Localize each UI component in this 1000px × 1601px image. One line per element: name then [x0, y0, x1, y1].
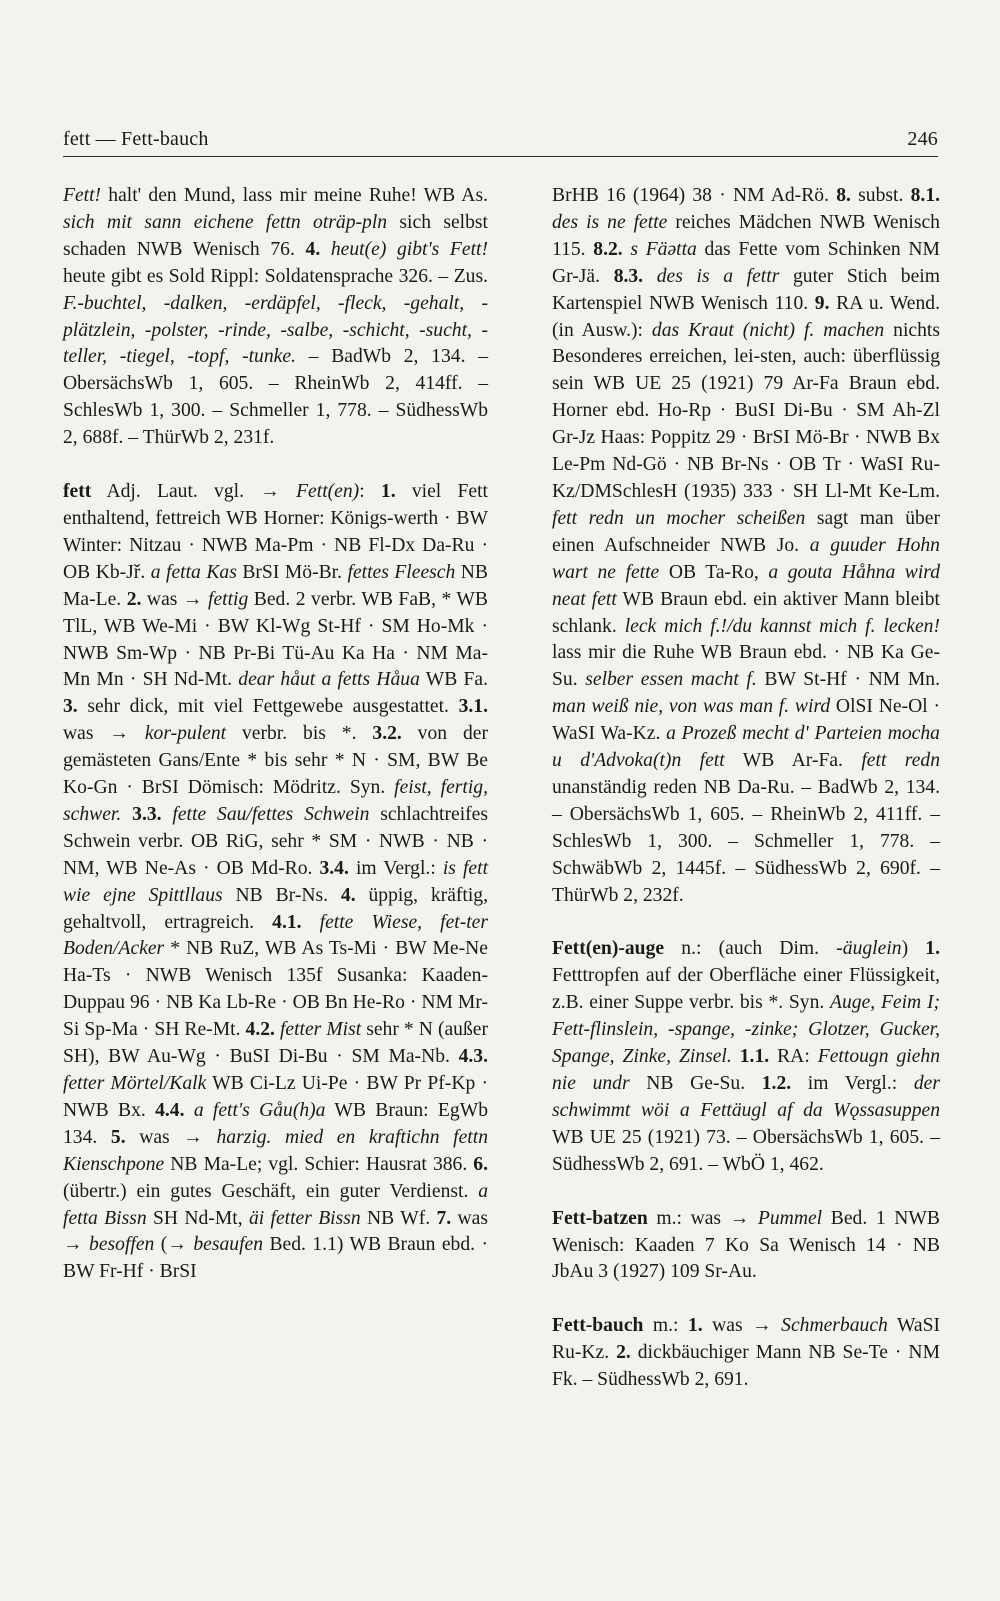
right-column-entry: Fett(en)-auge n.: (auch Dim. -äuglein) 1. Fetttropfen auf der Oberfläche einer Flüssigkeit, z.B. einer Suppe verbr. bis *. Syn. Auge, Feim I; Fett-flinslein, -spange, -zinke; Glotzer, Gucker, Spange, Zinke, Zinsel. 1.1. RA: Fettougn giehn nie undr NB Ge-Su. 1.2. im Vergl.: der schwimmt wöi a Fettäugl af da Wǫssasuppen WB UE 25 (1921) 73. – ObersächsWb 1, 605. – SüdhessWb 2, 691. – WbÖ 1, 462.: [552, 938, 941, 1175]
left-column: [63, 183, 488, 1286]
right-column: [552, 183, 940, 1394]
left-column-entry: Fett! halt' den Mund, lass mir meine Ruhe! WB As. sich mit sann eichene fettn oträp-pln sich selbst schaden NWB Wenisch 76. 4. heut(e) gibt's Fett! heute gibt es Sold Rippl: Soldatensprache 326. – Zus. F.-buchtel, -dalken, -erdäpfel, -fleck, -gehalt, -plätzlein, -polster, -rinde, -salbe, -schicht, -sucht, -teller, -tiegel, -topf, -tunke. – BadWb 2, 134. – ObersächsWb 1, 605. – RheinWb 2, 414ff. – SchlesWb 1, 300. – Schmeller 1, 778. – SüdhessWb 2, 688f. – ThürWb 2, 231f.: [63, 185, 489, 449]
right-column-entry: Fett-bauch m.: 1. was → Schmerbauch WaSI Ru-Kz. 2. dickbäuchiger Mann NB Se-Te · NM Fk. – SüdhessWb 2, 691.: [552, 1315, 940, 1391]
entry-gap: [63, 452, 488, 479]
running-head: [63, 124, 938, 157]
entry-gap: [552, 1179, 940, 1206]
right-column-entry: BrHB 16 (1964) 38 · NM Ad-Rö. 8. subst. 8.1. des is ne fette reiches Mädchen NWB Wenisch 115. 8.2. s Fäətta das Fette vom Schinken NM Gr-Jä. 8.3. des is a fettr guter Stich beim Kartenspiel NWB Wenisch 110. 9. RA u. Wend. (in Ausw.): das Kraut (nicht) f. machen nichts Besonderes erreichen, lei-sten, auch: überflüssig sein WB UE 25 (1921) 79 Ar-Fa Braun ebd. Horner ebd. Ho-Rp · BuSI Di-Bu · SM Ah-Zl Gr-Jz Haas: Poppitz 29 · BrSI Mö-Br · NWB Bx Le-Pm Nd-Gö · NB Br-Ns · OB Tr · WaSI Ru-Kz/DMSchlesH (1935) 333 · SH Ll-Mt Ke-Lm. fett redn un mocher scheißen sagt man über einen Aufschneider NWB Jo. a guuder Hohn wart ne fette OB Ta-Ro, a gouta Håhna wird neat fett WB Braun ebd. ein aktiver Mann bleibt schlank. leck mich f.!/du kannst mich f. lecken! lass mir die Ruhe WB Braun ebd. · NB Ka Ge-Su. selber essen macht f. BW St-Hf · NM Mn. man weiß nie, von was man f. wird OlSI Ne-Ol · WaSI Wa-Kz. a Prozeß mecht d' Parteien mocha u d'Advoka(t)n fett WB Ar-Fa. fett redn unanständig reden NB Da-Ru. – BadWb 2, 134. – ObersächsWb 1, 605. – RheinWb 2, 411ff. – SchlesWb 1, 300. – Schmeller 1, 778. – SchwäbWb 2, 1445f. – SüdhessWb 2, 690f. – ThürWb 2, 232f.: [552, 185, 941, 906]
entry-gap: [552, 909, 940, 936]
left-column-entry: fett Adj. Laut. vgl. → Fett(en): 1. viel Fett enthaltend, fettreich WB Horner: Königs-werth · BW Winter: Nitzau · NWB Ma-Pm · NB Fl-Dx Da-Ru · OB Kb-Jř. a fetta Kas BrSI Mö-Br. fettes Fleesch NB Ma-Le. 2. was → fettig Bed. 2 verbr. WB FaB, * WB TlL, WB We-Mi · BW Kl-Wg St-Hf · SM Ho-Mk · NWB Sm-Wp · NB Pr-Bi Tü-Au Ka Ha · NM Ma-Mn Mn · SH Nd-Mt. dear håut a fetts Håua WB Fa. 3. sehr dick, mit viel Fettgewebe ausgestattet. 3.1. was → kor-pulent verbr. bis *. 3.2. von der gemästeten Gans/Ente * bis sehr * N · SM, BW Be Ko-Gn · BrSI Dömisch: Mödritz. Syn. feist, fertig, schwer. 3.3. fette Sau/fettes Schwein schlachtreifes Schwein verbr. OB RiG, sehr * SM · NWB · NB · NM, WB Ne-As · OB Md-Ro. 3.4. im Vergl.: is fett wie ejne Spittllaus NB Br-Ns. 4. üppig, kräftig, gehaltvoll, ertragreich. 4.1. fette Wiese, fet-ter Boden/Acker * NB RuZ, WB As Ts-Mi · BW Me-Ne Ha-Ts · NWB Wenisch 135f Susanka: Kaaden-Duppau 96 · NB Ka Lb-Re · OB Bn He-Ro · NM Mr-Si Sp-Ma · SH Re-Mt. 4.2. fetter Mist sehr * N (außer SH), BW Au-Wg · BuSI Di-Bu · SM Ma-Nb. 4.3. fetter Mörtel/Kalk WB Ci-Lz Ui-Pe · BW Pr Pf-Kp · NWB Bx. 4.4. a fett's Gåu(h)a WB Braun: EgWb 134. 5. was → harzig. mied en kraftichn fettn Kienschpone NB Ma-Le; vgl. Schier: Hausrat 386. 6. (übertr.) ein gutes Geschäft, ein guter Verdienst. a fetta Bissn SH Nd-Mt, äi fetter Bissn NB Wf. 7. was → besoffen (→ besaufen Bed. 1.1) WB Braun ebd. · BW Fr-Hf · BrSI: [63, 481, 489, 1283]
right-column-entry: Fett-batzen m.: was → Pummel Bed. 1 NWB Wenisch: Kaaden 7 Ko Sa Wenisch 14 · NB JbAu 3 (1927) 109 Sr-Au.: [552, 1207, 940, 1283]
entry-gap: [552, 1286, 940, 1313]
page-number: 246: [907, 128, 938, 150]
running-head-title: fett — Fett-bauch: [63, 128, 209, 150]
